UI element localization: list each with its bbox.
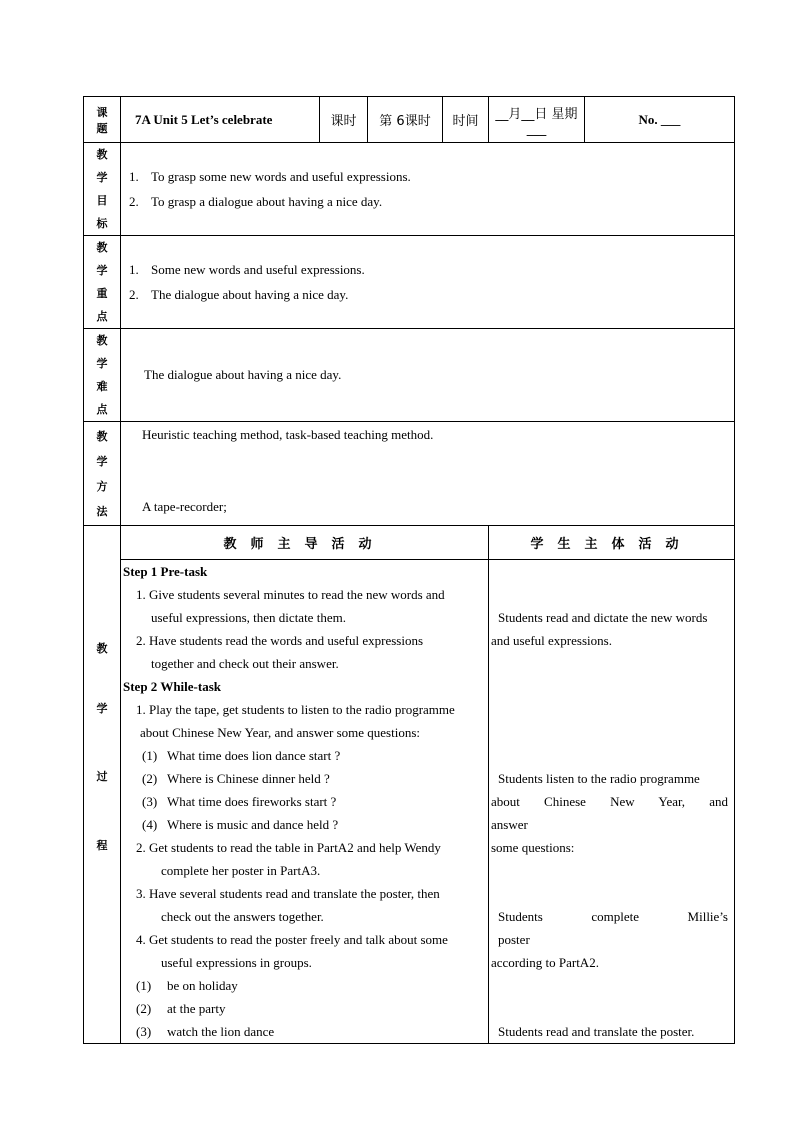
student-activity-1: Students read and dictate the new words xyxy=(498,610,708,625)
key-points-row xyxy=(84,236,735,329)
process-content-row xyxy=(84,560,735,1044)
date-field: __月__日 星期___ xyxy=(489,97,585,143)
list-item: 4. Get students to read the poster freely and talk about some xyxy=(136,932,448,947)
list-item-cont: about Chinese New Year, and answer some questions: xyxy=(140,725,421,740)
key-points-label: 教 学 重 点 xyxy=(84,236,121,329)
difficulties-label: 教 学 难 点 xyxy=(84,329,121,422)
key-points-content xyxy=(121,236,735,329)
process-label: 教 学 过 程 xyxy=(84,526,121,1044)
student-activity-3: Students complete Millie’s poster xyxy=(498,909,728,947)
student-activity-2-end: some questions: xyxy=(491,840,575,855)
list-item-cont: useful expressions in groups. xyxy=(161,955,312,970)
step2-title: Step 2 While-task xyxy=(123,679,221,694)
number-field: No. ___ xyxy=(585,97,735,143)
objectives-label: 教 学 目 标 xyxy=(84,143,121,236)
list-item: 1. Give students several minutes to read the new words and xyxy=(136,587,445,602)
topic-label: 课 题 xyxy=(84,97,121,143)
student-activity-2-cont: about Chinese New Year, and answer xyxy=(491,794,728,832)
question-item: (2) Where is Chinese dinner held ? xyxy=(142,771,330,786)
question-item: (4) Where is music and dance held ? xyxy=(142,817,339,832)
lesson-title: 7A Unit 5 Let’s celebrate xyxy=(121,97,320,143)
methods-content xyxy=(121,422,735,526)
period-value: 第 6课时 xyxy=(368,97,443,143)
student-activities-header: 学生主体活动 xyxy=(489,526,735,560)
list-item: 2. The dialogue about having a nice day. xyxy=(129,287,349,302)
difficulties-row xyxy=(84,329,735,422)
student-activities xyxy=(489,560,735,1044)
header-row xyxy=(84,97,735,143)
list-item: 2. Have students read the words and useful expressions xyxy=(136,633,424,648)
teacher-activities xyxy=(121,560,489,1044)
list-item: 2. Get students to read the table in PartA2 and help Wendy xyxy=(136,840,441,855)
student-activity-1-cont: and useful expressions. xyxy=(491,633,612,648)
list-item: 3. Have several students read and translate the poster, then xyxy=(136,886,440,901)
period-label: 课时 xyxy=(320,97,368,143)
list-item-cont: check out the answers together. xyxy=(161,909,324,924)
list-item: 1. Play the tape, get students to listen to the radio programme xyxy=(136,702,455,717)
list-item: 2. To grasp a dialogue about having a nice day. xyxy=(129,194,383,209)
student-activity-2: Students listen to the radio programme xyxy=(498,771,700,786)
list-item: 1. Some new words and useful expressions. xyxy=(129,262,365,277)
methods-label: 教 学 方 法 xyxy=(84,422,121,526)
methods-row xyxy=(84,422,735,526)
objectives-row xyxy=(84,143,735,236)
list-item-cont: together and check out their answer. xyxy=(151,656,339,671)
difficulties-content: The dialogue about having a nice day. xyxy=(121,329,735,422)
question-item: (1) What time does lion dance start ? xyxy=(142,748,341,763)
list-item: 1. To grasp some new words and useful expressions. xyxy=(129,169,411,184)
expression-item: (1) be on holiday xyxy=(136,978,238,993)
process-header-row xyxy=(84,526,735,560)
lesson-plan-table xyxy=(83,96,735,1044)
expression-item: (3) watch the lion dance xyxy=(136,1024,275,1039)
student-activity-3-cont: according to PartA2. xyxy=(491,955,599,970)
objectives-content xyxy=(121,143,735,236)
list-item-cont: useful expressions, then dictate them. xyxy=(151,610,346,625)
teaching-method: Heuristic teaching method, task-based teaching method. xyxy=(142,427,434,442)
question-item: (3) What time does fireworks start ? xyxy=(142,794,337,809)
time-label: 时间 xyxy=(443,97,489,143)
step1-title: Step 1 Pre-task xyxy=(123,564,208,579)
list-item-cont: complete her poster in PartA3. xyxy=(161,863,321,878)
expression-item: (2) at the party xyxy=(136,1001,226,1016)
student-activity-4: Students read and translate the poster. xyxy=(498,1024,695,1039)
teacher-activities-header: 教师主导活动 xyxy=(121,526,489,560)
teaching-aids: A tape-recorder; xyxy=(142,499,227,514)
